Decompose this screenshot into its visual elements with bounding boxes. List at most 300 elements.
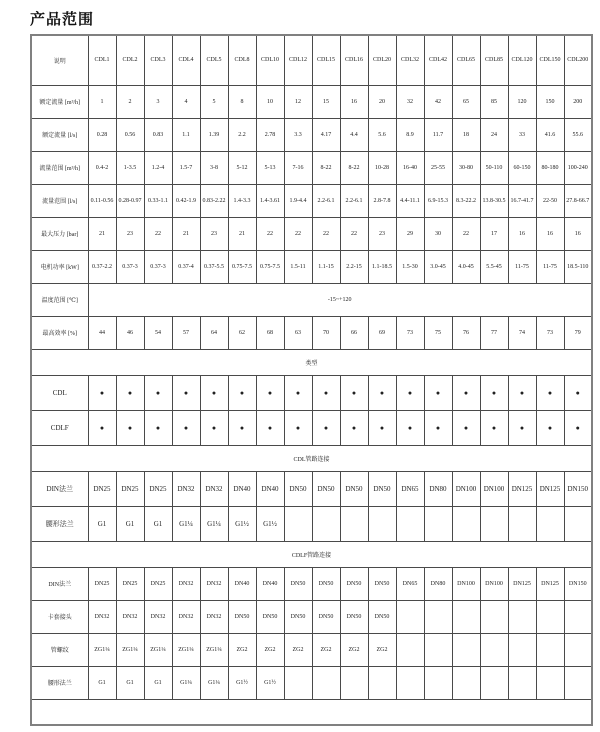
value-cell <box>480 666 508 699</box>
value-cell: 0.37-3 <box>144 250 172 283</box>
column-header: CDL200 <box>564 35 592 85</box>
value-cell: 0.28-0.97 <box>116 184 144 217</box>
value-cell: 46 <box>116 316 144 349</box>
value-cell: DN32 <box>200 600 228 633</box>
value-cell: DN50 <box>284 567 312 600</box>
value-cell <box>312 666 340 699</box>
value-cell: 42 <box>424 85 452 118</box>
value-cell: 0.11-0.56 <box>88 184 116 217</box>
value-cell: ● <box>284 410 312 445</box>
value-cell <box>312 506 340 541</box>
value-cell: 62 <box>228 316 256 349</box>
value-cell: ZG1¼ <box>200 633 228 666</box>
value-cell: ZG2 <box>340 633 368 666</box>
table-row <box>31 666 592 699</box>
value-cell: 10-28 <box>368 151 396 184</box>
table-row <box>31 600 592 633</box>
value-cell <box>396 506 424 541</box>
value-cell: G1 <box>88 506 116 541</box>
value-cell: 1.5-7 <box>172 151 200 184</box>
value-cell: DN100 <box>480 471 508 506</box>
value-cell: DN32 <box>116 600 144 633</box>
column-header: CDL85 <box>480 35 508 85</box>
value-cell <box>340 506 368 541</box>
value-cell: ZG1¼ <box>116 633 144 666</box>
row-label: CDLF <box>31 410 88 445</box>
spacer-row <box>31 699 592 725</box>
value-cell: ZG1¼ <box>88 633 116 666</box>
value-cell: ZG1¼ <box>172 633 200 666</box>
value-cell: 29 <box>396 217 424 250</box>
value-cell: 2.2 <box>228 118 256 151</box>
value-cell: 11.7 <box>424 118 452 151</box>
value-cell: ● <box>284 375 312 410</box>
value-cell: ● <box>200 375 228 410</box>
section-label: 类型 <box>31 349 592 375</box>
value-cell: 16 <box>536 217 564 250</box>
value-cell: ZG2 <box>256 633 284 666</box>
column-header: CDL3 <box>144 35 172 85</box>
column-header: CDL65 <box>452 35 480 85</box>
value-cell: 54 <box>144 316 172 349</box>
value-cell: ● <box>452 375 480 410</box>
section-label: CDLF管路连接 <box>31 541 592 567</box>
value-cell: ● <box>452 410 480 445</box>
value-cell: 27.8-66.7 <box>564 184 592 217</box>
value-cell: 25-55 <box>424 151 452 184</box>
column-header: CDL10 <box>256 35 284 85</box>
table-row <box>31 410 592 445</box>
value-cell: 12 <box>284 85 312 118</box>
value-cell: 2 <box>116 85 144 118</box>
value-cell: DN50 <box>340 471 368 506</box>
value-cell: 4.4-11.1 <box>396 184 424 217</box>
value-cell: 5-13 <box>256 151 284 184</box>
value-cell: 3.0-45 <box>424 250 452 283</box>
value-cell: 0.75-7.5 <box>228 250 256 283</box>
value-cell: 6.9-15.3 <box>424 184 452 217</box>
value-cell: 16 <box>564 217 592 250</box>
value-cell: 0.83-2.22 <box>200 184 228 217</box>
column-header: CDL4 <box>172 35 200 85</box>
value-cell: 32 <box>396 85 424 118</box>
value-cell: 50-110 <box>480 151 508 184</box>
value-cell: G1¼ <box>200 666 228 699</box>
value-cell <box>424 506 452 541</box>
table-row <box>31 217 592 250</box>
value-cell: 63 <box>284 316 312 349</box>
value-cell: ● <box>172 410 200 445</box>
value-cell: DN25 <box>116 471 144 506</box>
value-cell: 0.33-1.1 <box>144 184 172 217</box>
value-cell: 16 <box>508 217 536 250</box>
value-cell: DN50 <box>312 471 340 506</box>
value-cell <box>424 633 452 666</box>
value-cell: 41.6 <box>536 118 564 151</box>
table-row <box>31 184 592 217</box>
value-cell: G1 <box>116 506 144 541</box>
column-header: CDL15 <box>312 35 340 85</box>
value-cell: 23 <box>116 217 144 250</box>
value-cell: 5.5-45 <box>480 250 508 283</box>
value-cell: 15 <box>312 85 340 118</box>
product-range-table <box>30 34 593 726</box>
value-cell: 74 <box>508 316 536 349</box>
value-cell: 4.17 <box>312 118 340 151</box>
value-cell: 23 <box>200 217 228 250</box>
row-label: 额定流量 [l/s] <box>31 118 88 151</box>
column-header-desc: 说明 <box>31 35 88 85</box>
value-cell <box>368 666 396 699</box>
table-row <box>31 375 592 410</box>
value-cell: ZG1¼ <box>144 633 172 666</box>
value-cell: DN40 <box>228 567 256 600</box>
value-cell: DN40 <box>228 471 256 506</box>
value-cell: 60-150 <box>508 151 536 184</box>
value-cell: ● <box>368 410 396 445</box>
row-label: 腰形法兰 <box>31 506 88 541</box>
value-cell: ● <box>312 410 340 445</box>
value-cell: ● <box>536 375 564 410</box>
value-cell: G1½ <box>256 506 284 541</box>
value-cell: DN65 <box>396 471 424 506</box>
value-cell: DN25 <box>116 567 144 600</box>
value-cell: 1-3.5 <box>116 151 144 184</box>
value-cell: 16.7-41.7 <box>508 184 536 217</box>
value-cell: G1 <box>144 666 172 699</box>
value-cell: DN25 <box>144 471 172 506</box>
value-cell: ● <box>424 410 452 445</box>
value-cell: 2.2-6.1 <box>340 184 368 217</box>
value-cell: 7-16 <box>284 151 312 184</box>
value-cell <box>564 600 592 633</box>
table-row <box>31 250 592 283</box>
value-cell: G1 <box>144 506 172 541</box>
value-cell: 1.2-4 <box>144 151 172 184</box>
value-cell <box>452 666 480 699</box>
value-cell: ● <box>144 375 172 410</box>
value-cell: DN50 <box>340 567 368 600</box>
value-cell: 22 <box>144 217 172 250</box>
value-cell <box>536 506 564 541</box>
value-cell: 22 <box>284 217 312 250</box>
value-cell: 66 <box>340 316 368 349</box>
row-label: 腰形法兰 <box>31 666 88 699</box>
value-cell: 200 <box>564 85 592 118</box>
value-cell: 21 <box>172 217 200 250</box>
value-cell: DN50 <box>368 600 396 633</box>
value-cell: 17 <box>480 217 508 250</box>
value-cell: DN125 <box>536 471 564 506</box>
empty-cell <box>31 699 592 725</box>
value-cell: ● <box>480 375 508 410</box>
value-cell: ● <box>424 375 452 410</box>
value-cell <box>396 633 424 666</box>
value-cell: 100-240 <box>564 151 592 184</box>
value-cell: DN50 <box>312 600 340 633</box>
section-row <box>31 349 592 375</box>
table-row <box>31 316 592 349</box>
value-cell: ● <box>116 410 144 445</box>
value-cell: 4 <box>172 85 200 118</box>
value-cell: ● <box>256 375 284 410</box>
section-row <box>31 541 592 567</box>
value-cell: DN80 <box>424 471 452 506</box>
value-cell: ZG2 <box>228 633 256 666</box>
row-label: 管螺纹 <box>31 633 88 666</box>
value-cell <box>536 633 564 666</box>
value-cell: 57 <box>172 316 200 349</box>
value-cell: 22 <box>452 217 480 250</box>
table-row <box>31 118 592 151</box>
value-cell: DN150 <box>564 567 592 600</box>
column-header: CDL20 <box>368 35 396 85</box>
value-cell: ● <box>312 375 340 410</box>
value-cell: 1.4-3.61 <box>256 184 284 217</box>
row-label: 最大压力 [bar] <box>31 217 88 250</box>
table-row <box>31 283 592 316</box>
value-cell: ZG2 <box>284 633 312 666</box>
value-cell: 10 <box>256 85 284 118</box>
value-cell: 23 <box>368 217 396 250</box>
value-cell: ● <box>480 410 508 445</box>
value-cell: 8-22 <box>340 151 368 184</box>
value-cell <box>536 666 564 699</box>
value-cell: ● <box>340 375 368 410</box>
value-cell: DN125 <box>508 471 536 506</box>
value-cell: 24 <box>480 118 508 151</box>
value-cell: 22 <box>256 217 284 250</box>
value-cell: DN32 <box>172 567 200 600</box>
row-label: 额定流量 [m³/h] <box>31 85 88 118</box>
row-label: DIN法兰 <box>31 567 88 600</box>
value-cell: ● <box>172 375 200 410</box>
value-cell: DN50 <box>284 471 312 506</box>
value-cell: ● <box>228 410 256 445</box>
value-cell: 77 <box>480 316 508 349</box>
value-cell: DN50 <box>368 471 396 506</box>
value-cell: DN80 <box>424 567 452 600</box>
value-cell: DN32 <box>144 600 172 633</box>
value-cell: DN150 <box>564 471 592 506</box>
value-cell: ● <box>340 410 368 445</box>
value-cell: 18 <box>452 118 480 151</box>
value-cell: G1½ <box>228 666 256 699</box>
value-cell: 68 <box>256 316 284 349</box>
value-cell: 0.56 <box>116 118 144 151</box>
value-cell <box>508 506 536 541</box>
value-cell: G1½ <box>228 506 256 541</box>
value-cell: 5.6 <box>368 118 396 151</box>
value-cell <box>508 666 536 699</box>
value-cell: DN25 <box>88 567 116 600</box>
value-cell: DN25 <box>88 471 116 506</box>
table-header-row <box>31 35 592 85</box>
value-cell: 3-8 <box>200 151 228 184</box>
value-cell: DN65 <box>396 567 424 600</box>
value-cell <box>452 506 480 541</box>
value-cell: 21 <box>228 217 256 250</box>
value-cell <box>564 633 592 666</box>
value-cell: 13.8-30.5 <box>480 184 508 217</box>
value-cell <box>284 506 312 541</box>
value-cell: 0.37-5.5 <box>200 250 228 283</box>
column-header: CDL42 <box>424 35 452 85</box>
value-cell: 2.78 <box>256 118 284 151</box>
value-cell: DN40 <box>256 471 284 506</box>
value-cell: 11-75 <box>536 250 564 283</box>
value-cell <box>340 666 368 699</box>
value-cell: 22-50 <box>536 184 564 217</box>
value-cell: 44 <box>88 316 116 349</box>
column-header: CDL8 <box>228 35 256 85</box>
value-cell: 3 <box>144 85 172 118</box>
value-cell: ZG2 <box>312 633 340 666</box>
value-cell: G1 <box>88 666 116 699</box>
value-cell <box>508 600 536 633</box>
value-cell: G1¼ <box>200 506 228 541</box>
value-cell: 65 <box>452 85 480 118</box>
table-body <box>31 35 592 725</box>
value-cell <box>424 666 452 699</box>
value-cell <box>396 600 424 633</box>
value-cell: 0.42-1.9 <box>172 184 200 217</box>
value-cell: ● <box>144 410 172 445</box>
value-cell: DN32 <box>172 600 200 633</box>
value-cell: ● <box>564 410 592 445</box>
value-cell: ● <box>200 410 228 445</box>
value-cell: DN50 <box>228 600 256 633</box>
value-cell: ● <box>396 375 424 410</box>
value-cell: 22 <box>340 217 368 250</box>
row-label: 流量范围 [m³/h] <box>31 151 88 184</box>
value-cell: G1 <box>116 666 144 699</box>
value-cell: 8.9 <box>396 118 424 151</box>
value-cell <box>284 666 312 699</box>
column-header: CDL2 <box>116 35 144 85</box>
value-cell: DN50 <box>312 567 340 600</box>
value-cell: ● <box>536 410 564 445</box>
value-cell: 3.3 <box>284 118 312 151</box>
value-cell: 85 <box>480 85 508 118</box>
value-cell <box>564 506 592 541</box>
value-cell <box>480 506 508 541</box>
value-cell: 73 <box>396 316 424 349</box>
column-header: CDL16 <box>340 35 368 85</box>
value-cell: G1½ <box>256 666 284 699</box>
value-cell: DN40 <box>256 567 284 600</box>
value-cell: ● <box>564 375 592 410</box>
value-cell: DN50 <box>256 600 284 633</box>
value-cell: 79 <box>564 316 592 349</box>
value-cell: 2.8-7.8 <box>368 184 396 217</box>
value-cell: 1.1 <box>172 118 200 151</box>
value-cell: 80-180 <box>536 151 564 184</box>
value-cell: 8 <box>228 85 256 118</box>
table-row <box>31 85 592 118</box>
column-header: CDL5 <box>200 35 228 85</box>
value-cell: ● <box>256 410 284 445</box>
value-cell: DN25 <box>144 567 172 600</box>
value-cell <box>536 600 564 633</box>
value-cell: DN100 <box>452 567 480 600</box>
value-cell: 30 <box>424 217 452 250</box>
table-row <box>31 506 592 541</box>
value-cell: 8.3-22.2 <box>452 184 480 217</box>
value-cell: 76 <box>452 316 480 349</box>
value-cell <box>452 633 480 666</box>
value-cell <box>480 633 508 666</box>
page-title: 产品范围 <box>30 11 95 28</box>
section-row <box>31 445 592 471</box>
value-cell: 16-40 <box>396 151 424 184</box>
row-label: CDL <box>31 375 88 410</box>
column-header: CDL1 <box>88 35 116 85</box>
value-cell: 5 <box>200 85 228 118</box>
value-cell: 0.83 <box>144 118 172 151</box>
value-cell: 0.37-2.2 <box>88 250 116 283</box>
value-cell <box>424 600 452 633</box>
column-header: CDL120 <box>508 35 536 85</box>
value-cell: DN125 <box>536 567 564 600</box>
table-row <box>31 471 592 506</box>
value-cell: DN32 <box>200 471 228 506</box>
table-row <box>31 633 592 666</box>
value-cell <box>452 600 480 633</box>
value-cell: 1.9-4.4 <box>284 184 312 217</box>
column-header: CDL32 <box>396 35 424 85</box>
value-cell: ● <box>508 410 536 445</box>
value-cell: DN32 <box>200 567 228 600</box>
value-cell: G1¼ <box>172 666 200 699</box>
value-cell: 2.2-6.1 <box>312 184 340 217</box>
value-cell: 75 <box>424 316 452 349</box>
value-cell: DN125 <box>508 567 536 600</box>
value-cell: ● <box>368 375 396 410</box>
column-header: CDL150 <box>536 35 564 85</box>
value-cell: 0.37-4 <box>172 250 200 283</box>
value-cell: DN50 <box>368 567 396 600</box>
value-cell: 20 <box>368 85 396 118</box>
row-label: 电机功率 [kW] <box>31 250 88 283</box>
value-cell: 1.4-3.3 <box>228 184 256 217</box>
value-cell: 70 <box>312 316 340 349</box>
value-cell: 1 <box>88 85 116 118</box>
value-cell: 11-75 <box>508 250 536 283</box>
value-cell: ● <box>396 410 424 445</box>
value-cell: 0.28 <box>88 118 116 151</box>
value-cell: 4.4 <box>340 118 368 151</box>
value-cell: 1.1-18.5 <box>368 250 396 283</box>
value-cell: 21 <box>88 217 116 250</box>
value-cell: 69 <box>368 316 396 349</box>
value-cell: 18.5-110 <box>564 250 592 283</box>
merged-value-cell: -15~+120 <box>88 283 592 316</box>
value-cell: 64 <box>200 316 228 349</box>
value-cell: 16 <box>340 85 368 118</box>
table-row <box>31 151 592 184</box>
section-label: CDL管路连接 <box>31 445 592 471</box>
value-cell: 33 <box>508 118 536 151</box>
table-row <box>31 567 592 600</box>
value-cell: DN100 <box>452 471 480 506</box>
value-cell: ● <box>116 375 144 410</box>
value-cell: 1.5-11 <box>284 250 312 283</box>
value-cell: ● <box>508 375 536 410</box>
value-cell <box>564 666 592 699</box>
value-cell: DN32 <box>172 471 200 506</box>
value-cell: 22 <box>312 217 340 250</box>
